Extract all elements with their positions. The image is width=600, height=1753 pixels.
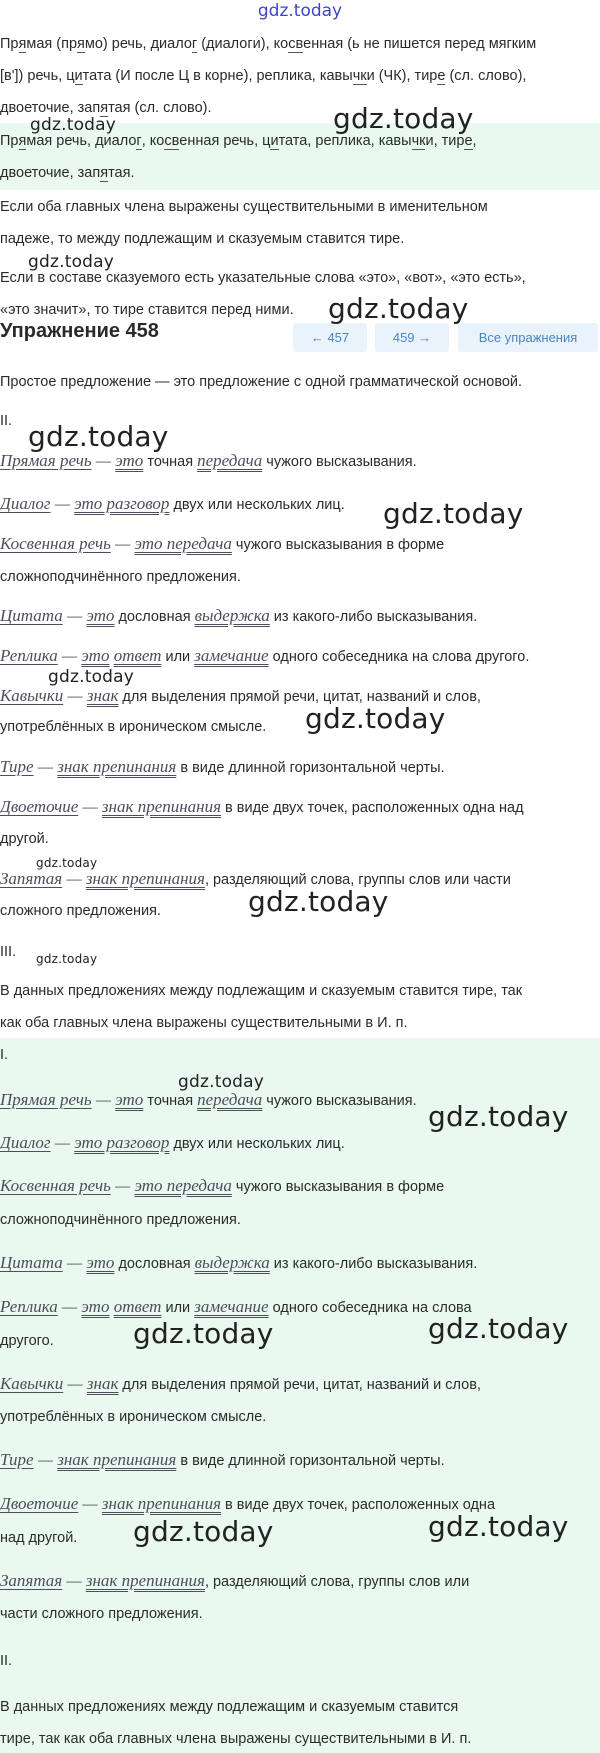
dash-rule-2: падеже, то между подлежащим и сказуемым ставится тире. xyxy=(0,231,405,247)
sentence-9: Запятая — знак препинания, разделяющий слова, группы слов или части xyxy=(0,869,511,888)
sentence-5: Реплика — это ответ или замечание одного собеседника на слова другого. xyxy=(0,646,530,665)
watermark-overlay: gdz.today xyxy=(305,702,446,735)
dash-rule-4: «это значит», то тире ставится перед ними. xyxy=(0,302,294,318)
rule-line-2: [в']) речь, цитата (И после Ц в корне), реплика, кавычки (ЧК), тире (сл. слово), xyxy=(0,68,527,84)
next-exercise-button[interactable]: 459 → xyxy=(375,323,449,352)
panel-sentence-4: Цитата — это дословная выдержка из какого-либо высказывания. xyxy=(0,1253,478,1272)
sentence-3: Косвенная речь — это передача чужого высказывания в форме xyxy=(0,534,445,553)
all-exercises-button[interactable]: Все упражнения xyxy=(458,323,598,352)
panel-roman-II-label: II. xyxy=(0,1653,13,1669)
conclusion-line-1: В данных предложениях между подлежащим и сказуемым ставится тире, так xyxy=(0,983,523,999)
panel-conclusion-line-1: В данных предложениях между подлежащим и сказуемым ставится xyxy=(0,1699,459,1715)
roman-II-label: II. xyxy=(0,413,13,429)
sentence-6: Кавычки — знак для выделения прямой речи, цитат, названий и слов, xyxy=(0,686,481,705)
exercise-title: Упражнение 458 xyxy=(0,320,159,342)
panel-sentence-7: Тире — знак препинания в виде длинной горизонтальной черты. xyxy=(0,1450,445,1469)
watermark-overlay: gdz.today xyxy=(28,420,169,453)
panel-sentence-6: Кавычки — знак для выделения прямой речи, цитат, названий и слов, xyxy=(0,1374,481,1393)
definition-simple-sentence: Простое предложение — это предложение с одной грамматической основой. xyxy=(0,374,523,390)
panel-sentence-8: Двоеточие — знак препинания в виде двух точек, расположенных одна xyxy=(0,1494,496,1513)
prev-exercise-button[interactable]: ← 457 xyxy=(293,323,367,352)
panel-sentence-3-cont: сложноподчинённого предложения. xyxy=(0,1212,241,1228)
sentence-8: Двоеточие — знак препинания в виде двух точек, расположенных одна над xyxy=(0,797,524,816)
panel-sentence-9-cont: части сложного предложения. xyxy=(0,1606,203,1622)
sentence-7: Тире — знак препинания в виде длинной горизонтальной черты. xyxy=(0,757,445,776)
rule-line-3: двоеточие, запятая (сл. слово). xyxy=(0,100,212,116)
panel-sentence-2: Диалог — это разговор двух или нескольких лиц. xyxy=(0,1133,345,1152)
watermark-overlay: gdz.today xyxy=(333,102,474,135)
watermark-overlay: gdz.today xyxy=(383,497,524,530)
watermark-overlay: gdz.today xyxy=(30,115,117,135)
sentence-9-cont: сложного предложения. xyxy=(0,903,162,919)
roman-III-label: III. xyxy=(0,944,17,960)
watermark-overlay: gdz.today xyxy=(248,885,389,918)
sentence-8-cont: другой. xyxy=(0,831,49,847)
sentence-2: Диалог — это разговор двух или нескольких лиц. xyxy=(0,494,345,513)
panel-sentence-8-cont: над другой. xyxy=(0,1530,78,1546)
watermark-overlay: gdz.today xyxy=(36,952,98,966)
conclusion-line-2: как оба главных члена выражены существительными в И. п. xyxy=(0,1015,408,1031)
roman-I-label: I. xyxy=(0,1047,9,1063)
sentence-4: Цитата — это дословная выдержка из какого-либо высказывания. xyxy=(0,606,478,625)
watermark-overlay: gdz.today xyxy=(36,856,98,870)
watermark-overlay: gdz.today xyxy=(428,1312,569,1345)
sentence-6-cont: употреблённых в ироническом смысле. xyxy=(0,719,267,735)
watermark-overlay: gdz.today xyxy=(28,252,115,272)
hint-line-1: Прямая речь, диалог, косвенная речь, цитата, реплика, кавычки, тире, xyxy=(0,133,477,149)
watermark-overlay: gdz.today xyxy=(428,1510,569,1543)
dash-rule-3: Если в составе сказуемого есть указательные слова «это», «вот», «это есть», xyxy=(0,270,526,286)
rule-line-1: Прямая (прямо) речь, диалог (диалоги), косвенная (ь не пишется перед мягким xyxy=(0,36,537,52)
panel-sentence-9: Запятая — знак препинания, разделяющий слова, группы слов или xyxy=(0,1571,470,1590)
hint-line-2: двоеточие, запятая. xyxy=(0,165,135,181)
watermark-overlay: gdz.today xyxy=(328,292,469,325)
sentence-3-cont: сложноподчинённого предложения. xyxy=(0,569,241,585)
panel-sentence-6-cont: употреблённых в ироническом смысле. xyxy=(0,1409,267,1425)
dash-rule-1: Если оба главных члена выражены существительными в именительном xyxy=(0,199,488,215)
panel-conclusion-line-2: тире, так как оба главных члена выражены существительными в И. п. xyxy=(0,1731,472,1747)
panel-sentence-1: Прямая речь — это точная передача чужого высказывания. xyxy=(0,1090,417,1109)
site-watermark-top: gdz.today xyxy=(257,1,343,21)
panel-sentence-3: Косвенная речь — это передача чужого высказывания в форме xyxy=(0,1176,445,1195)
panel-sentence-5: Реплика — это ответ или замечание одного собеседника на слова xyxy=(0,1297,472,1316)
watermark-overlay: gdz.today xyxy=(48,667,135,687)
watermark-overlay: gdz.today xyxy=(133,1515,274,1548)
watermark-overlay: gdz.today xyxy=(178,1072,265,1092)
sentence-1: Прямая речь — это точная передача чужого высказывания. xyxy=(0,451,417,470)
watermark-overlay: gdz.today xyxy=(133,1317,274,1350)
panel-sentence-5-cont: другого. xyxy=(0,1333,54,1349)
watermark-overlay: gdz.today xyxy=(428,1100,569,1133)
